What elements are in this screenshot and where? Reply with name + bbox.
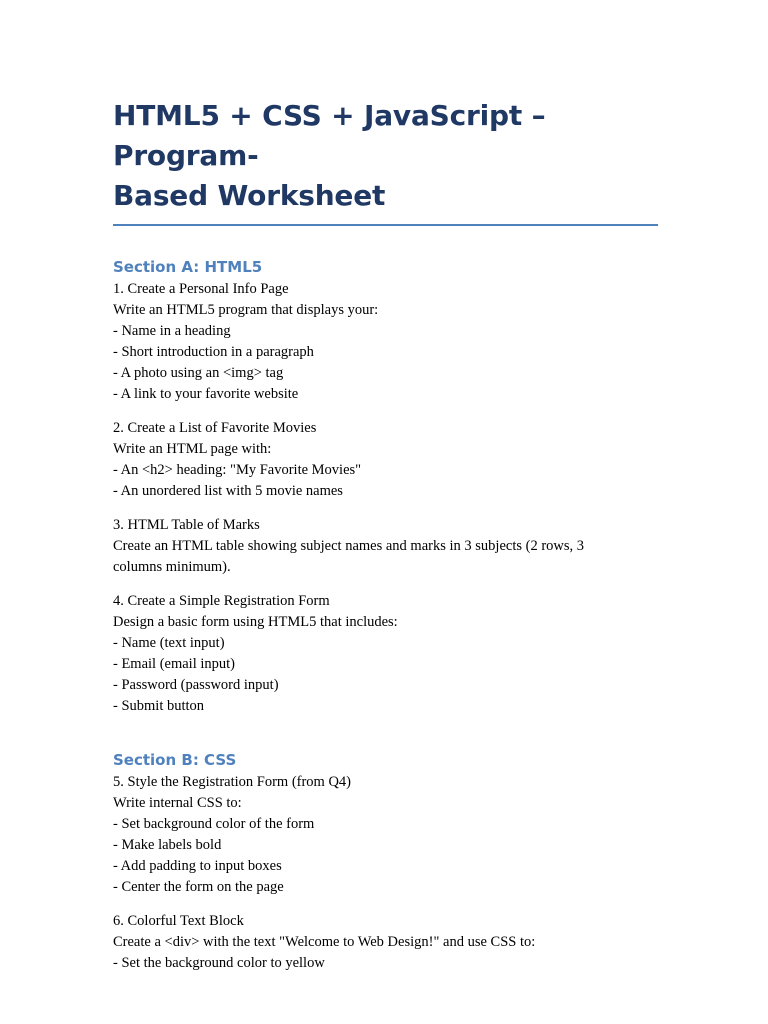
question-1 [113,279,658,405]
question-line: Write internal CSS to: [113,795,242,811]
document-title [113,96,658,226]
question-6 [113,911,658,974]
question-line: - A photo using an <img> tag [113,365,284,381]
question-line: - Center the form on the page [113,879,284,895]
question-line: Create a <div> with the text "Welcome to Web Design!" and use CSS to: [113,934,536,950]
question-line: - An <h2> heading: "My Favorite Movies" [113,462,362,478]
question-title: 4. Create a Simple Registration Form [113,593,330,609]
question-4 [113,591,658,717]
question-line: - Name in a heading [113,323,231,339]
question-line: Create an HTML table showing subject names and marks in 3 subjects (2 rows, 3 [113,538,585,554]
question-line: - An unordered list with 5 movie names [113,483,343,499]
question-3 [113,515,658,578]
question-title: 1. Create a Personal Info Page [113,281,289,297]
question-line: Design a basic form using HTML5 that includes: [113,614,398,630]
question-line: columns minimum). [113,559,231,575]
question-line: - A link to your favorite website [113,386,299,402]
question-2 [113,418,658,502]
question-line: Write an HTML5 program that displays your: [113,302,379,318]
question-line: - Set background color of the form [113,816,315,832]
question-line: - Name (text input) [113,635,225,651]
question-line: - Short introduction in a paragraph [113,344,314,360]
question-title: 5. Style the Registration Form (from Q4) [113,774,352,790]
title-line: Based Worksheet [113,179,386,212]
section-heading-css: Section B: CSS [113,751,237,769]
title-line: HTML5 + CSS + JavaScript – Program- [113,99,546,172]
question-line: - Submit button [113,698,205,714]
section-heading-html5: Section A: HTML5 [113,258,263,276]
question-title: 3. HTML Table of Marks [113,517,260,533]
question-line: - Add padding to input boxes [113,858,282,874]
question-title: 6. Colorful Text Block [113,913,244,929]
question-line: - Email (email input) [113,656,236,672]
question-title: 2. Create a List of Favorite Movies [113,420,317,436]
question-line: - Make labels bold [113,837,222,853]
question-line: - Password (password input) [113,677,279,693]
question-line: Write an HTML page with: [113,441,272,457]
question-5 [113,772,658,898]
worksheet-page [113,96,658,974]
question-line: - Set the background color to yellow [113,955,325,971]
